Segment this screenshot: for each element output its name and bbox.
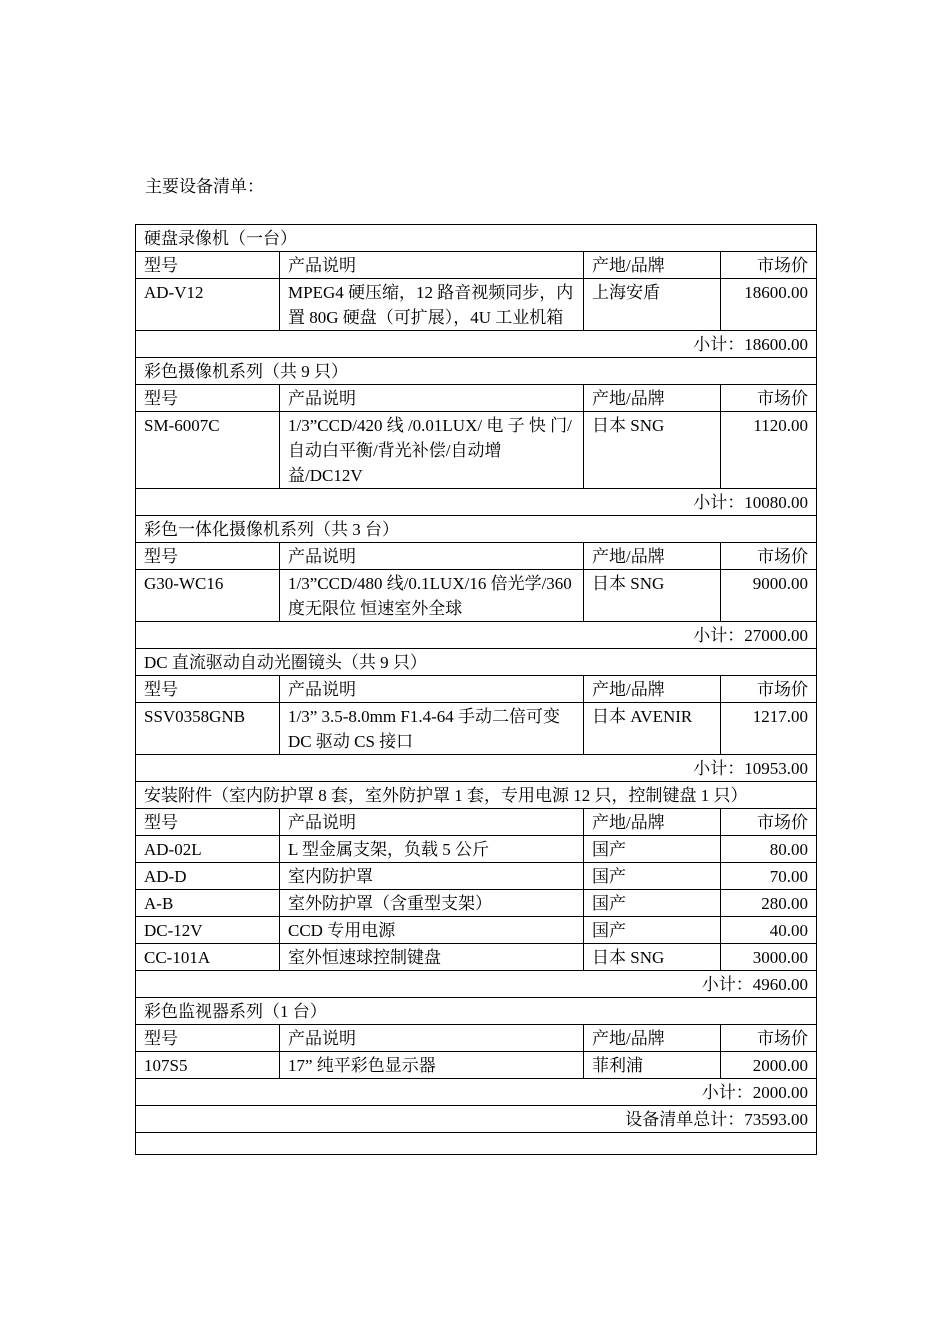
item-model: SSV0358GNB — [136, 703, 280, 755]
item-desc: CCD 专用电源 — [280, 917, 584, 944]
header-price: 市场价 — [721, 385, 817, 412]
header-model: 型号 — [136, 809, 280, 836]
subtotal: 小计：10953.00 — [136, 755, 817, 782]
table-row — [136, 836, 817, 863]
item-desc: 室外恒速球控制键盘 — [280, 944, 584, 971]
item-price: 1217.00 — [721, 703, 817, 755]
header-row — [136, 385, 817, 412]
item-model: AD-D — [136, 863, 280, 890]
subtotal: 小计：10080.00 — [136, 489, 817, 516]
subtotal: 小计：27000.00 — [136, 622, 817, 649]
header-brand: 产地/品牌 — [584, 252, 721, 279]
empty-row — [136, 1133, 817, 1155]
header-price: 市场价 — [721, 252, 817, 279]
section-heading-row — [136, 782, 817, 809]
subtotal-row — [136, 1079, 817, 1106]
item-model: AD-02L — [136, 836, 280, 863]
table-row — [136, 1052, 817, 1079]
subtotal: 小计：4960.00 — [136, 971, 817, 998]
item-brand: 国产 — [584, 917, 721, 944]
item-brand: 日本 SNG — [584, 944, 721, 971]
header-model: 型号 — [136, 385, 280, 412]
equipment-table — [135, 224, 817, 1155]
header-desc: 产品说明 — [280, 385, 584, 412]
section-heading-row — [136, 516, 817, 543]
header-desc: 产品说明 — [280, 676, 584, 703]
item-desc: 室外防护罩（含重型支架） — [280, 890, 584, 917]
table-row — [136, 570, 817, 622]
section-heading-row — [136, 358, 817, 385]
header-desc: 产品说明 — [280, 809, 584, 836]
subtotal-row — [136, 755, 817, 782]
header-row — [136, 543, 817, 570]
subtotal-row — [136, 971, 817, 998]
item-model: 107S5 — [136, 1052, 280, 1079]
header-brand: 产地/品牌 — [584, 1025, 721, 1052]
item-desc: 1/3”CCD/420 线 /0.01LUX/ 电 子 快 门/自动白平衡/背光补偿/自动增益/DC12V — [280, 412, 584, 489]
item-model: DC-12V — [136, 917, 280, 944]
table-row — [136, 279, 817, 331]
item-brand: 国产 — [584, 836, 721, 863]
header-model: 型号 — [136, 252, 280, 279]
section-heading-row — [136, 998, 817, 1025]
item-brand: 日本 SNG — [584, 570, 721, 622]
header-price: 市场价 — [721, 543, 817, 570]
item-desc: 室内防护罩 — [280, 863, 584, 890]
item-price: 40.00 — [721, 917, 817, 944]
item-model: AD-V12 — [136, 279, 280, 331]
item-model: CC-101A — [136, 944, 280, 971]
header-model: 型号 — [136, 676, 280, 703]
item-desc: MPEG4 硬压缩，12 路音视频同步，内置 80G 硬盘（可扩展），4U 工业机箱 — [280, 279, 584, 331]
table-row — [136, 944, 817, 971]
section-heading: 彩色摄像机系列（共 9 只） — [136, 358, 817, 385]
item-price: 1120.00 — [721, 412, 817, 489]
header-desc: 产品说明 — [280, 543, 584, 570]
empty-cell — [136, 1133, 817, 1155]
header-price: 市场价 — [721, 809, 817, 836]
item-desc: 1/3”CCD/480 线/0.1LUX/16 倍光学/360 度无限位 恒速室外全球 — [280, 570, 584, 622]
header-desc: 产品说明 — [280, 1025, 584, 1052]
section-heading: 彩色监视器系列（1 台） — [136, 998, 817, 1025]
item-model: G30-WC16 — [136, 570, 280, 622]
item-brand: 菲利浦 — [584, 1052, 721, 1079]
item-price: 70.00 — [721, 863, 817, 890]
section-heading-row — [136, 649, 817, 676]
item-desc: 17” 纯平彩色显示器 — [280, 1052, 584, 1079]
item-price: 2000.00 — [721, 1052, 817, 1079]
item-price: 280.00 — [721, 890, 817, 917]
subtotal-row — [136, 331, 817, 358]
item-price: 3000.00 — [721, 944, 817, 971]
header-brand: 产地/品牌 — [584, 543, 721, 570]
header-brand: 产地/品牌 — [584, 809, 721, 836]
item-desc: L 型金属支架，负载 5 公斤 — [280, 836, 584, 863]
table-row — [136, 917, 817, 944]
page-title: 主要设备清单： — [145, 177, 264, 196]
section-heading-row — [136, 225, 817, 252]
header-row — [136, 809, 817, 836]
table-row — [136, 412, 817, 489]
header-price: 市场价 — [721, 676, 817, 703]
header-row — [136, 1025, 817, 1052]
item-brand: 国产 — [584, 890, 721, 917]
item-desc: 1/3” 3.5-8.0mm F1.4-64 手动二倍可变 DC 驱动 CS 接口 — [280, 703, 584, 755]
header-price: 市场价 — [721, 1025, 817, 1052]
subtotal: 小计：18600.00 — [136, 331, 817, 358]
grand-total-row — [136, 1106, 817, 1133]
header-row — [136, 676, 817, 703]
header-brand: 产地/品牌 — [584, 676, 721, 703]
item-brand: 上海安盾 — [584, 279, 721, 331]
table-row — [136, 863, 817, 890]
header-model: 型号 — [136, 1025, 280, 1052]
section-heading: DC 直流驱动自动光圈镜头（共 9 只） — [136, 649, 817, 676]
table-row — [136, 890, 817, 917]
header-model: 型号 — [136, 543, 280, 570]
subtotal: 小计：2000.00 — [136, 1079, 817, 1106]
item-model: SM-6007C — [136, 412, 280, 489]
header-row — [136, 252, 817, 279]
section-heading: 彩色一体化摄像机系列（共 3 台） — [136, 516, 817, 543]
table-row — [136, 703, 817, 755]
item-brand: 日本 SNG — [584, 412, 721, 489]
subtotal-row — [136, 622, 817, 649]
item-price: 18600.00 — [721, 279, 817, 331]
item-price: 9000.00 — [721, 570, 817, 622]
header-brand: 产地/品牌 — [584, 385, 721, 412]
grand-total: 设备清单总计：73593.00 — [136, 1106, 817, 1133]
item-price: 80.00 — [721, 836, 817, 863]
item-brand: 日本 AVENIR — [584, 703, 721, 755]
section-heading: 硬盘录像机（一台） — [136, 225, 817, 252]
header-desc: 产品说明 — [280, 252, 584, 279]
item-brand: 国产 — [584, 863, 721, 890]
item-model: A-B — [136, 890, 280, 917]
subtotal-row — [136, 489, 817, 516]
section-heading: 安装附件（室内防护罩 8 套，室外防护罩 1 套，专用电源 12 只，控制键盘 1 只） — [136, 782, 817, 809]
